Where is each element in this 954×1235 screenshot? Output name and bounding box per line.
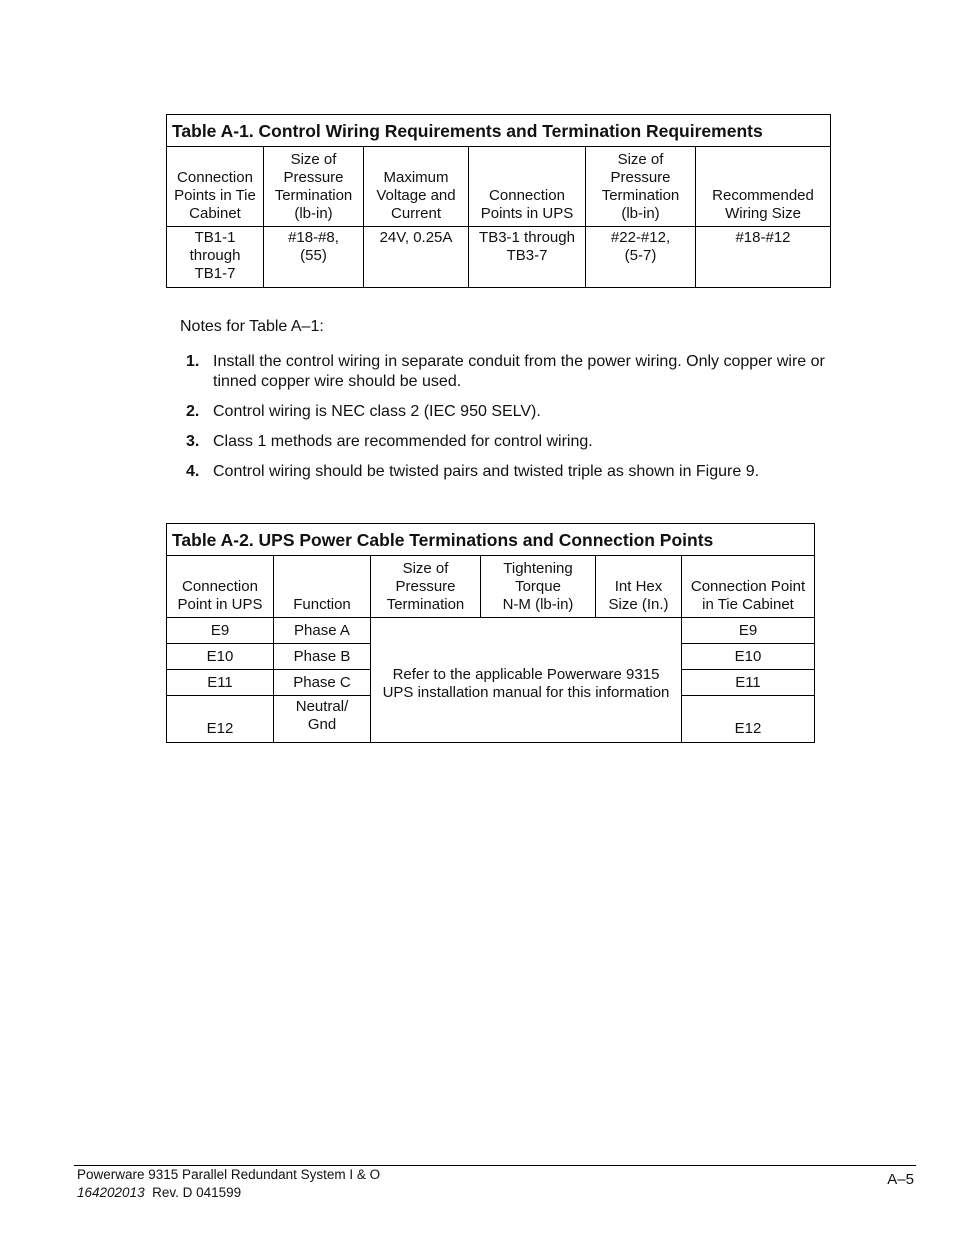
cell-line: #22-#12,: [610, 229, 671, 246]
cell-line: Gnd: [307, 716, 337, 733]
cell-line: Connection Point: [690, 578, 806, 595]
cell-line: Connection: [489, 187, 565, 204]
cell-line: #18-#8,: [288, 229, 339, 246]
cell-line: Size of: [402, 560, 449, 577]
column-header: [469, 147, 586, 227]
column-header: [586, 147, 696, 227]
ups-connection-cell: E9: [167, 618, 274, 644]
cell-line: Points in UPS: [480, 205, 574, 222]
table-title: Table A-2. UPS Power Cable Terminations and Connection Points: [167, 524, 815, 556]
power-cable-table: [166, 523, 815, 743]
page-number: A–5: [887, 1171, 914, 1188]
ups-connection-cell: E11: [167, 670, 274, 696]
table-cell: [364, 227, 469, 288]
function-cell: [274, 644, 371, 670]
function-cell: [274, 696, 371, 743]
cell-line: UPS installation manual for this information: [382, 684, 670, 701]
cell-line: Current: [390, 205, 442, 222]
cell-line: Voltage and: [376, 187, 456, 204]
cell-line: (5-7): [624, 247, 657, 264]
cell-line: Phase A: [294, 621, 350, 639]
cell-line: Size of: [617, 151, 664, 168]
cell-line: TB1-1: [194, 229, 236, 246]
column-header: [364, 147, 469, 227]
tie-cabinet-cell: E12: [682, 696, 815, 743]
cell-line: Termination: [386, 596, 465, 613]
note-item: [186, 432, 836, 452]
column-header: [596, 556, 682, 618]
column-header: [167, 556, 274, 618]
cell-line: Size (In.): [608, 596, 669, 613]
cell-line: Termination: [274, 187, 353, 204]
cell-line: Termination: [601, 187, 680, 204]
cell-line: in Tie Cabinet: [702, 596, 794, 613]
cell-line: Maximum: [383, 169, 449, 186]
cell-line: (lb-in): [621, 205, 660, 222]
cell-line: (lb-in): [294, 205, 333, 222]
cell-line: TB3-1 through: [479, 229, 575, 246]
tie-cabinet-cell: E9: [682, 618, 815, 644]
table-header-row: [167, 556, 815, 618]
cell-line: Connection: [182, 578, 258, 595]
column-header: [167, 147, 264, 227]
table-cell: [264, 227, 364, 288]
note-number: 2.: [186, 403, 200, 420]
cell-line: Neutral/: [295, 698, 349, 715]
cell-line: Pressure: [395, 578, 456, 595]
note-item: [186, 352, 836, 392]
note-number: 1.: [186, 353, 200, 370]
table-cell: [586, 227, 696, 288]
cell-line: #18-#12: [735, 229, 791, 246]
table-row: [167, 618, 815, 644]
cell-line: 24V, 0.25A: [379, 229, 453, 246]
column-header: [696, 147, 831, 227]
cell-line: Size of: [290, 151, 337, 168]
note-text: Control wiring should be twisted pairs and twisted triple as shown in Figure 9.: [213, 463, 760, 480]
note-text: Control wiring is NEC class 2 (IEC 950 SELV).: [213, 403, 541, 420]
note-item: [186, 402, 836, 422]
cell-line: Connection: [177, 169, 253, 186]
ups-connection-cell: E10: [167, 644, 274, 670]
ups-connection-cell: E12: [167, 696, 274, 743]
column-header: [481, 556, 596, 618]
function-cell: [274, 618, 371, 644]
cell-line: Points in Tie: [174, 187, 256, 204]
footer-divider: [74, 1165, 916, 1166]
cell-line: (55): [300, 247, 327, 264]
column-header: [264, 147, 364, 227]
cell-line: Cabinet: [189, 205, 241, 222]
merged-note-cell: [371, 618, 682, 743]
cell-line: Tightening: [503, 560, 573, 577]
cell-line: Phase B: [293, 647, 351, 665]
cell-line: TB3-7: [506, 247, 548, 264]
cell-line: Int Hex: [614, 578, 663, 595]
table-title: Table A-1. Control Wiring Requirements and Termination Requirements: [167, 115, 831, 147]
tie-cabinet-cell: E10: [682, 644, 815, 670]
table-row: [167, 227, 831, 288]
note-item: [186, 462, 836, 482]
table-header-row: [167, 147, 831, 227]
table-cell: [696, 227, 831, 288]
table-cell: [469, 227, 586, 288]
cell-line: Pressure: [610, 169, 671, 186]
footer-document-title: Powerware 9315 Parallel Redundant System I & O: [77, 1167, 381, 1182]
cell-line: Wiring Size: [725, 205, 801, 222]
cell-line: Phase C: [293, 673, 351, 691]
table-cell: [167, 227, 264, 288]
note-text: Class 1 methods are recommended for control wiring.: [213, 433, 593, 450]
notes-heading: Notes for Table A–1:: [180, 318, 324, 335]
function-cell: [274, 670, 371, 696]
column-header: [274, 556, 371, 618]
column-header: [371, 556, 481, 618]
doc-number: 164202013: [77, 1185, 145, 1200]
tie-cabinet-cell: E11: [682, 670, 815, 696]
cell-line: Pressure: [283, 169, 344, 186]
cell-line: Recommended: [712, 187, 814, 204]
cell-line: N-M (lb-in): [502, 596, 574, 613]
cell-line: Refer to the applicable Powerware 9315: [392, 666, 660, 683]
cell-line: TB1-7: [194, 265, 236, 282]
note-number: 4.: [186, 463, 200, 480]
control-wiring-table: [166, 114, 831, 288]
column-header: [682, 556, 815, 618]
note-number: 3.: [186, 433, 200, 450]
cell-line: Point in UPS: [177, 596, 263, 613]
footer-document-number: [77, 1185, 241, 1200]
cell-line: Function: [293, 596, 351, 613]
notes-list: [186, 352, 836, 492]
cell-line: Torque: [515, 578, 561, 595]
cell-line: through: [189, 247, 241, 264]
note-text: Install the control wiring in separate conduit from the power wiring. Only copper wire or tinned copper wire should be used.: [213, 353, 825, 390]
revision: Rev. D 041599: [152, 1185, 242, 1200]
